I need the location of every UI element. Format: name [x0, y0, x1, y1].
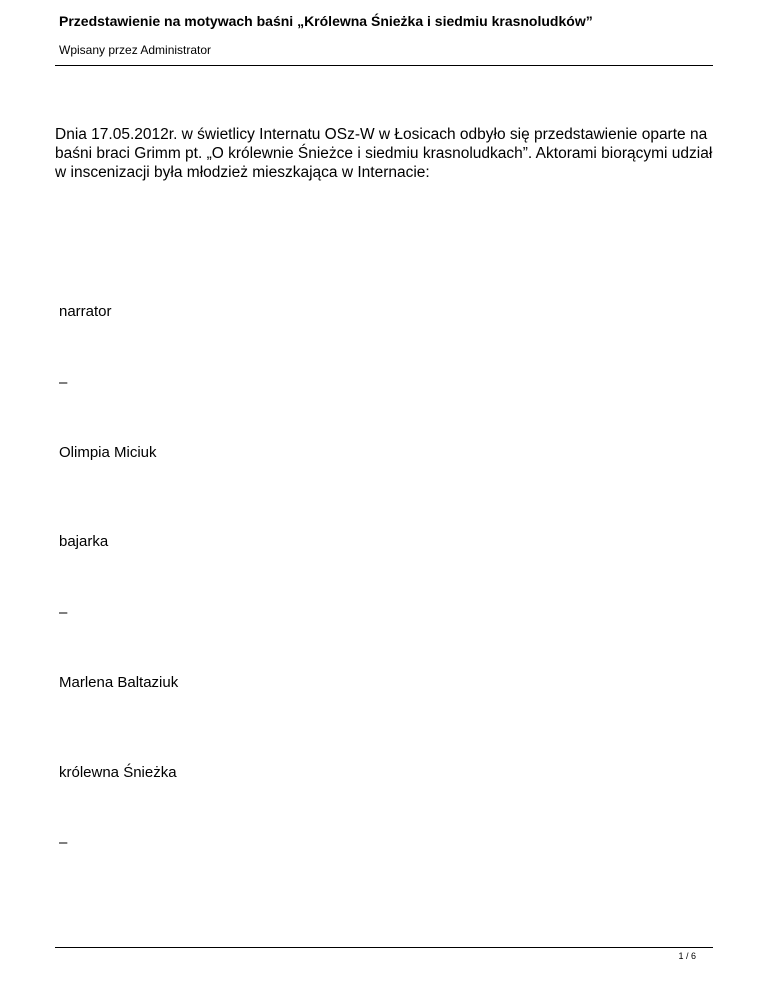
intro-line: Dnia 17.05.2012r. w świetlicy Internatu OSz-W w Łosicach odbyło się przedstawienie oparte na	[55, 126, 708, 143]
cast-dash: –	[59, 604, 68, 621]
cast-actor: Marlena Baltaziuk	[59, 674, 179, 691]
cast-role: bajarka	[59, 533, 109, 550]
footer-divider	[55, 947, 713, 948]
intro-line: baśni braci Grimm pt. „O królewnie Śnieżce i siedmiu krasnoludkach”. Aktorami biorącymi udział	[55, 145, 713, 162]
cast-role: królewna Śnieżka	[59, 764, 177, 781]
intro-line: w inscenizacji była młodzież mieszkająca w Internacie:	[55, 164, 430, 181]
cast-dash: –	[59, 374, 68, 391]
page-title: Przedstawienie na motywach baśni „Królewna Śnieżka i siedmiu krasnoludków”	[59, 13, 593, 29]
cast-role: narrator	[59, 303, 112, 320]
header-divider	[55, 65, 713, 66]
author-byline: Wpisany przez Administrator	[59, 43, 212, 57]
cast-dash: –	[59, 834, 68, 851]
cast-actor: Olimpia Miciuk	[59, 444, 157, 461]
page-number: 1 / 6	[678, 951, 696, 961]
intro-paragraph	[55, 125, 725, 182]
